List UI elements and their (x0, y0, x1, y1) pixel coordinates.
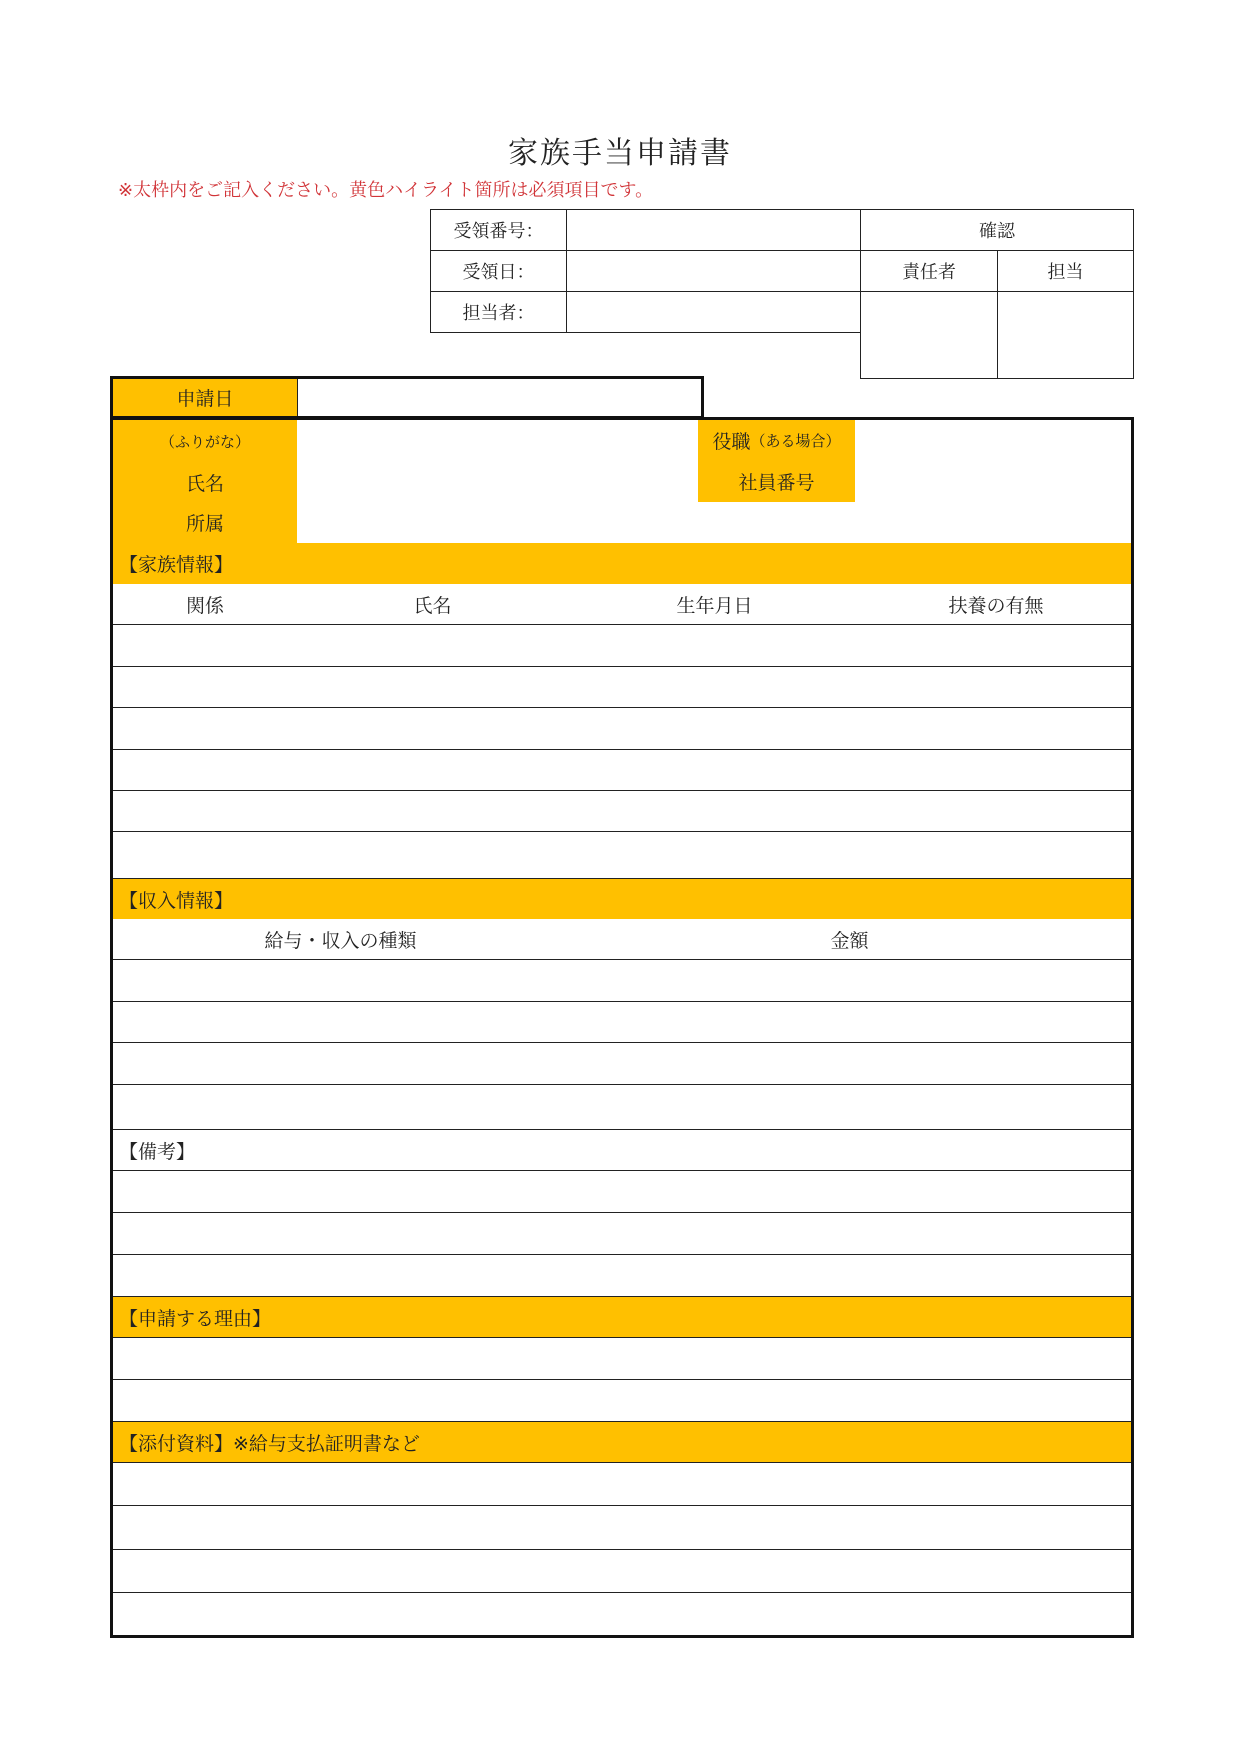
family-cell[interactable] (113, 667, 298, 708)
income-cell[interactable] (113, 1043, 569, 1084)
receipt-date-label: 受領日： (430, 250, 567, 292)
page-title: 家族手当申請書 (508, 136, 732, 171)
ruled-line (113, 1212, 1131, 1213)
header-dependent: 扶養の有無 (861, 584, 1131, 625)
family-cell[interactable] (297, 708, 569, 749)
position-label-text: 役職 (712, 431, 751, 453)
name-label: 氏名 (113, 462, 298, 503)
person-stamp-box[interactable] (997, 291, 1134, 379)
family-table (113, 584, 1131, 832)
family-cell[interactable] (568, 791, 862, 832)
family-cell[interactable] (297, 750, 569, 791)
receipt-staff-field[interactable] (566, 291, 861, 333)
header-relation: 関係 (113, 584, 298, 625)
income-cell[interactable] (113, 1002, 569, 1043)
header-income-type: 給与・収入の種類 (113, 919, 569, 960)
receipt-date-field[interactable] (566, 250, 861, 292)
position-field[interactable] (855, 420, 1131, 462)
family-cell[interactable] (568, 832, 862, 873)
income-cell[interactable] (113, 1085, 569, 1126)
income-cell[interactable] (568, 1002, 1131, 1043)
manager-label: 責任者 (860, 250, 998, 292)
manager-stamp-box[interactable] (860, 291, 998, 379)
family-cell[interactable] (113, 750, 298, 791)
family-cell[interactable] (861, 750, 1131, 791)
furigana-label: （ふりがな） (113, 420, 298, 462)
remarks-lines[interactable] (113, 1170, 1131, 1296)
income-cell[interactable] (568, 960, 1131, 1001)
income-cell[interactable] (568, 1043, 1131, 1084)
family-cell[interactable] (113, 625, 298, 666)
department-field[interactable] (297, 502, 1131, 544)
family-cell[interactable] (861, 832, 1131, 873)
name-field[interactable] (297, 462, 699, 503)
furigana-field[interactable] (297, 420, 699, 462)
family-cell[interactable] (297, 667, 569, 708)
employee-number-field[interactable] (855, 461, 1131, 503)
receipt-staff-label: 担当者： (430, 291, 567, 333)
position-label (698, 420, 856, 462)
ruled-line (113, 1592, 1131, 1593)
employee-number-label: 社員番号 (698, 461, 856, 503)
family-cell[interactable] (568, 625, 862, 666)
family-cell[interactable] (861, 625, 1131, 666)
receipt-table (430, 209, 1134, 379)
main-form (110, 417, 1134, 1638)
ruled-line (113, 1379, 1131, 1380)
header-amount: 金額 (568, 919, 1131, 960)
ruled-line (113, 1505, 1131, 1506)
header-name: 氏名 (297, 584, 569, 625)
header-birthdate: 生年月日 (568, 584, 862, 625)
attachments-section-header: 【添付資料】※給与支払証明書など (113, 1421, 1131, 1463)
attachments-lines[interactable] (113, 1462, 1131, 1635)
income-table (113, 919, 1131, 1125)
ruled-line (113, 1549, 1131, 1550)
confirm-header: 確認 (860, 209, 1134, 251)
family-cell[interactable] (861, 667, 1131, 708)
position-note: （ある場合） (750, 432, 841, 450)
family-cell[interactable] (861, 708, 1131, 749)
person-label: 担当 (997, 250, 1134, 292)
application-date-label: 申請日 (113, 379, 298, 416)
reason-lines[interactable] (113, 1337, 1131, 1421)
family-cell[interactable] (568, 667, 862, 708)
family-cell[interactable] (861, 791, 1131, 832)
family-section-header: 【家族情報】 (113, 543, 1131, 585)
family-cell[interactable] (113, 708, 298, 749)
family-cell[interactable] (297, 625, 569, 666)
family-cell[interactable] (297, 832, 569, 873)
family-cell[interactable] (113, 832, 298, 873)
application-date-box (110, 376, 704, 419)
receipt-number-label: 受領番号： (430, 209, 567, 251)
family-cell[interactable] (297, 791, 569, 832)
family-cell[interactable] (568, 750, 862, 791)
remarks-section-header: 【備考】 (113, 1129, 1131, 1171)
application-date-field[interactable] (298, 379, 701, 416)
department-label: 所属 (113, 502, 298, 544)
income-cell[interactable] (113, 960, 569, 1001)
receipt-number-field[interactable] (566, 209, 861, 251)
ruled-line (113, 1254, 1131, 1255)
instruction-notice: ※太枠内をご記入ください。黄色ハイライト箇所は必須項目です。 (118, 180, 654, 201)
family-cell[interactable] (113, 791, 298, 832)
reason-section-header: 【申請する理由】 (113, 1296, 1131, 1338)
income-section-header: 【収入情報】 (113, 878, 1131, 920)
income-cell[interactable] (568, 1085, 1131, 1126)
family-cell[interactable] (568, 708, 862, 749)
